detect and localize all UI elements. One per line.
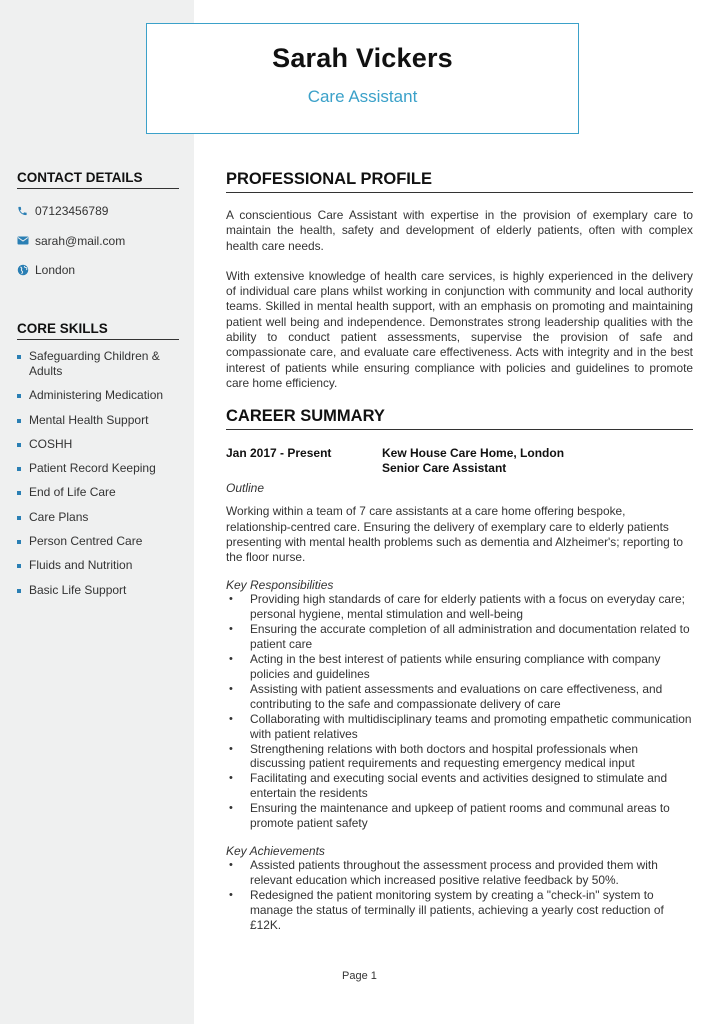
bullet-square-icon [17,534,29,549]
skill-item [17,510,183,525]
responsibility-item: • Ensuring the accurate completion of all administration and documentation related to patient care [226,622,693,652]
responsibility-item: • Providing high standards of care for elderly patients with a focus on everyday care; personal hygiene, mental stimulation and well-being [226,592,693,622]
contact-details-heading: CONTACT DETAILS [17,170,179,189]
candidate-title: Care Assistant [307,87,418,106]
bullet-square-icon [17,485,29,500]
contact-phone-text: 07123456789 [35,204,109,218]
phone-icon [17,204,35,217]
responsibility-item: • Strengthening relations with both doctors and hospital professionals when discussing patient requirements and requesting emergency medical input [226,742,693,772]
responsibility-item: • Acting in the best interest of patients while ensuring compliance with company policies and guidelines [226,652,693,682]
outline-paragraph: Working within a team of 7 care assistants at a care home offering bespoke, relationship-centred care. Ensuring the delivery of exemplary care to elderly patients presenting with mental health problems such as dementia and Alzheimer's; reporting to the floor nurse. [226,504,684,565]
job-employer: Kew House Care Home, London [382,446,565,461]
skill-item [17,583,183,598]
contact-location [17,263,125,293]
main-content [226,170,693,932]
bullet-square-icon [17,349,29,379]
skill-item [17,485,183,500]
responsibilities-list [226,592,693,831]
name-header-box [146,23,579,134]
skill-label: Person Centred Care [29,534,143,549]
candidate-name: Sarah Vickers [272,43,453,73]
profile-paragraph-1: A conscientious Care Assistant with expertise in the provision of exemplary care to maintain the health, safety and development of elderly patients, often with complex health care needs. [226,208,693,253]
achievement-item: • Assisted patients throughout the assessment process and provided them with relevant education which increased positive relative feedback by 50%. [226,858,693,888]
core-skills-heading: CORE SKILLS [17,321,179,340]
globe-icon [17,263,35,276]
skill-label: Basic Life Support [29,582,127,597]
bullet-square-icon [17,437,29,452]
skills-list [17,349,183,607]
contact-email-text: sarah@mail.com [35,233,126,248]
responsibility-item: • Collaborating with multidisciplinary teams and promoting empathetic communication with patient relatives [226,712,693,742]
contact-location-text: London [35,263,76,277]
skill-label: Patient Record Keeping [29,461,156,476]
skill-label: Fluids and Nutrition [29,558,133,573]
skill-item [17,388,183,403]
responsibility-item: • Assisting with patient assessments and evaluations on care effectiveness, and contributing to the safe and compassionate delivery of care [226,682,693,712]
achievements-list [226,858,693,933]
skill-item [17,437,183,452]
page-number: Page 1 [342,970,377,982]
skill-item [17,461,183,476]
bullet-square-icon [17,461,29,476]
skill-item [17,534,183,549]
skill-label: End of Life Care [29,485,116,500]
job-header [226,446,693,476]
skill-label: COSHH [29,436,73,451]
responsibility-item: • Facilitating and executing social events and activities designed to stimulate and entertain the residents [226,771,693,801]
bullet-square-icon [17,558,29,573]
envelope-icon [17,234,35,246]
achievement-item: • Redesigned the patient monitoring system by creating a "check-in" system to manage the status of terminally ill patients, achieving a yearly cost reduction of £12K. [226,888,693,933]
job-date: Jan 2017 - Present [226,446,332,461]
bullet-square-icon [17,413,29,428]
skill-label: Mental Health Support [29,412,149,427]
job-details [382,446,564,476]
skill-label: Safeguarding Children & Adults [29,349,160,378]
skill-item [17,413,183,428]
responsibilities-label: Key Responsibilities [226,578,334,593]
skill-item [17,349,183,379]
profile-paragraph-2: With extensive knowledge of health care services, is highly experienced in the delivery of individual care plans whilst working in conjunction with community and local authority teams. Skilled in mental health support, with an emphasis on promoting and maintaining patient well being and independence. Demonstrates strong leadership qualities with the ability to conduct patient assessments, supervise the provision of safe and compassionate care, and evaluate care effectiveness. Acts with integrity and in the best interest of patients while ensuring compliance with policies and guidelines to promote care home efficiency. [226,268,693,390]
contact-email [17,234,125,264]
responsibility-item: • Ensuring the maintenance and upkeep of patient rooms and communal areas to promote patient safety [226,801,693,831]
bullet-square-icon [17,388,29,403]
skill-item [17,558,183,573]
contact-phone [17,204,125,234]
skill-label: Care Plans [29,509,89,524]
job-position: Senior Care Assistant [382,461,507,476]
bullet-square-icon [17,510,29,525]
bullet-square-icon [17,583,29,598]
career-summary-heading: CAREER SUMMARY [226,407,693,430]
contact-list [17,204,125,293]
professional-profile-heading: PROFESSIONAL PROFILE [226,170,693,193]
achievements-label: Key Achievements [226,843,325,858]
outline-label: Outline [226,481,265,496]
skill-label: Administering Medication [29,388,164,403]
